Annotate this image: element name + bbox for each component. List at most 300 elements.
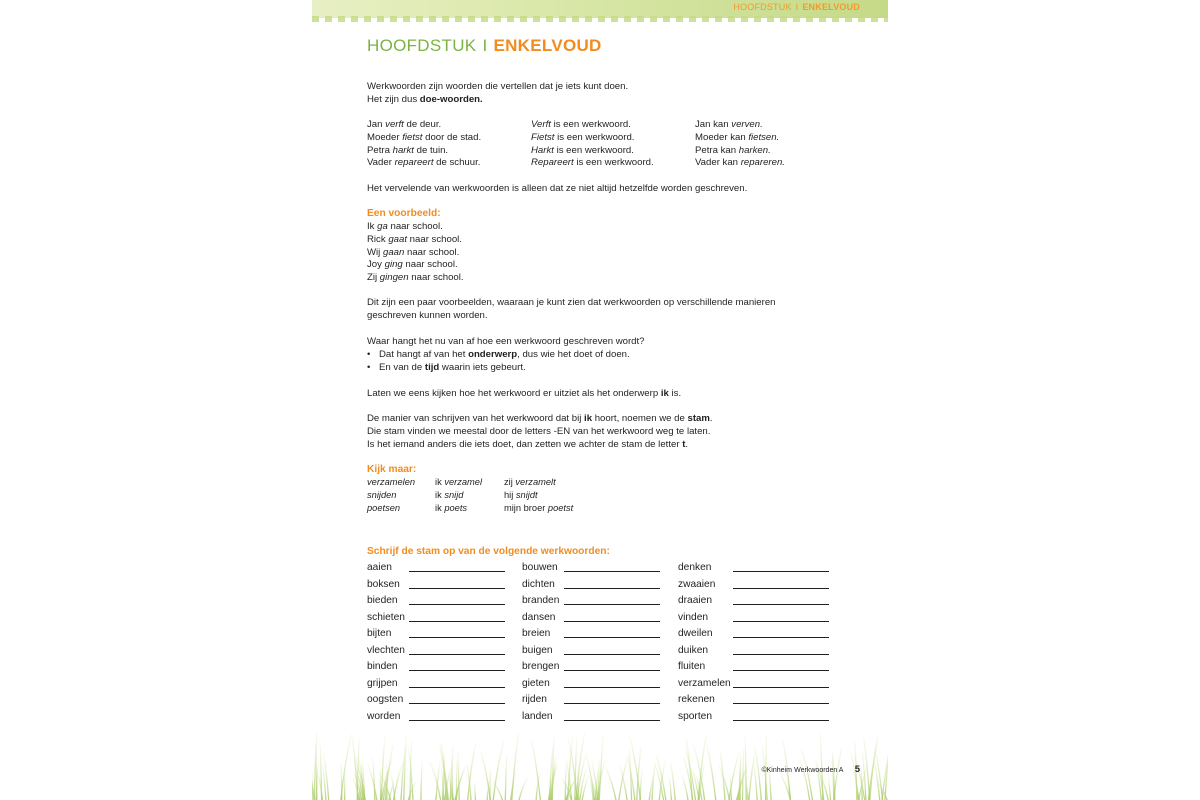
grass-blade	[312, 751, 314, 800]
example-heading: Een voorbeeld:	[367, 208, 441, 219]
example-verb: fietst	[402, 131, 423, 143]
exercise-row	[678, 660, 838, 677]
exercise-row	[522, 710, 682, 727]
answer-line[interactable]	[564, 670, 660, 671]
example-line	[531, 119, 654, 132]
look-ik-paragraph	[367, 388, 681, 401]
grass-blade	[316, 744, 317, 800]
stam-paragraph	[367, 413, 847, 451]
example-text: naar school.	[408, 272, 464, 284]
exercise-verb: landen	[522, 710, 553, 722]
example-line	[695, 145, 785, 158]
grass-blade	[628, 758, 635, 800]
grass-blade	[649, 775, 654, 800]
grass-blade	[324, 755, 329, 800]
example-text: door de stad.	[422, 131, 482, 143]
grass-blade	[595, 771, 598, 800]
grass-blade	[549, 768, 555, 800]
kijk-infinitive: snijden	[367, 489, 397, 500]
grass-blade	[870, 736, 878, 800]
exercise-column-1	[367, 561, 527, 726]
grass-blade	[357, 738, 359, 800]
exercise-row	[367, 710, 527, 727]
exercise-row	[522, 693, 682, 710]
exercise-row	[367, 611, 527, 628]
exercise-verb: branden	[522, 595, 560, 606]
grass-blade	[599, 737, 603, 800]
kijk-third-form	[504, 489, 573, 502]
exercise-verb: dichten	[522, 578, 555, 590]
example-verb: Repareert	[531, 157, 574, 169]
answer-line[interactable]	[564, 703, 660, 704]
grass-blade	[656, 755, 666, 800]
grass-blade	[692, 768, 699, 800]
kijk-third-form	[504, 502, 573, 515]
kijk-heading: Kijk maar:	[367, 464, 417, 475]
grass-blade	[746, 779, 748, 800]
exercise-row	[678, 561, 838, 578]
exercise-verb: aaien	[367, 562, 392, 573]
exercise-verb: boksen	[367, 578, 400, 590]
grass-blade	[458, 751, 460, 800]
grass-blade	[671, 764, 676, 800]
stam-line-2: Die stam vinden we meestal door de letters -EN van het werkwoord weg te laten.	[367, 425, 711, 437]
answer-line[interactable]	[564, 621, 660, 622]
example-line	[367, 145, 481, 158]
intro-paragraph	[367, 81, 628, 107]
grass-blade	[551, 757, 556, 800]
grass-blade	[385, 746, 393, 800]
grass-blade	[754, 764, 757, 800]
grass-blade	[620, 766, 628, 800]
stam-bold: t	[682, 438, 686, 450]
example-line	[531, 145, 654, 158]
exercise-verb: rekenen	[678, 694, 715, 705]
answer-line[interactable]	[409, 670, 505, 671]
grass-blade	[598, 760, 605, 800]
grass-blade	[598, 760, 599, 800]
bullet-text: waarin iets gebeurt.	[439, 361, 526, 373]
exercise-row	[522, 611, 682, 628]
example-line	[367, 119, 481, 132]
answer-line[interactable]	[564, 571, 660, 572]
example-text: Jan kan	[695, 119, 732, 130]
grass-blade	[505, 754, 507, 800]
example-text: is een werkwoord.	[553, 144, 634, 156]
example-text: is een werkwoord.	[550, 119, 631, 130]
example-verb: gingen	[379, 272, 409, 284]
grass-blade	[359, 781, 360, 800]
bullet-text: , dus wie het doet of doen.	[517, 348, 630, 360]
grass-blade	[851, 752, 859, 800]
example-text: Wij	[367, 246, 383, 258]
exercise-row	[522, 644, 682, 661]
example-verb: verft	[385, 119, 404, 130]
grass-blade	[493, 781, 503, 800]
exercise-verb: zwaaien	[678, 578, 716, 590]
grass-blade	[828, 777, 830, 800]
example-verb: repareert	[394, 157, 434, 169]
example-list	[367, 221, 464, 285]
page-title	[367, 36, 847, 56]
grass-blade	[450, 776, 454, 800]
answer-line[interactable]	[409, 621, 505, 622]
grass-blade	[490, 770, 491, 800]
exercise-row	[367, 627, 527, 644]
exercise-row	[678, 644, 838, 661]
stam-bold: stam	[687, 413, 710, 424]
answer-line[interactable]	[564, 604, 660, 605]
example-text: de tuin.	[413, 144, 449, 156]
kijk-ik-form	[435, 502, 482, 515]
stam-line-1	[367, 413, 847, 426]
stam-text: De manier van schrijven van het werkwoord dat bij	[367, 413, 585, 424]
intro-line-2-text: Het zijn dus	[367, 93, 420, 105]
example-verb: ga	[377, 221, 388, 232]
stam-text: .	[685, 438, 689, 450]
examples-explanation-line-1: Dit zijn een paar voorbeelden, waaraan je kunt zien dat werkwoorden op verschillende manieren	[367, 297, 776, 308]
example-text: Vader kan	[695, 157, 741, 169]
grass-blade	[582, 776, 588, 800]
grass-blade	[358, 756, 364, 800]
grass-blade	[430, 763, 440, 800]
example-verb: harkt	[392, 144, 414, 156]
intro-line-1: Werkwoorden zijn woorden die vertellen dat je iets kunt doen.	[367, 81, 629, 92]
answer-line[interactable]	[733, 720, 829, 721]
grass-blade	[755, 747, 762, 800]
grass-blade	[738, 765, 747, 800]
bullet-text: Dat hangt af van het	[379, 348, 469, 360]
exercise-verb: duiken	[678, 644, 709, 656]
grass-blade	[577, 756, 586, 800]
exercise-row	[367, 578, 527, 595]
grass-blade	[389, 781, 394, 800]
exercise-verb: buigen	[522, 644, 553, 656]
grass-blade	[859, 767, 867, 800]
grass-blade	[854, 756, 864, 800]
question-line: Waar hangt het nu van af hoe een werkwoord geschreven wordt?	[367, 336, 645, 347]
grass-blade	[885, 740, 888, 800]
grass-blade	[605, 766, 616, 800]
kijk-ik-form	[435, 489, 482, 502]
example-text: Rick	[367, 233, 389, 245]
exercise-verb: breien	[522, 628, 551, 639]
grass-blade	[456, 766, 465, 800]
grass-blade	[519, 778, 527, 800]
kijk-stem: snijd	[444, 489, 464, 500]
answer-line[interactable]	[564, 687, 660, 688]
answer-line[interactable]	[409, 637, 505, 638]
kijk-third-form	[504, 476, 573, 489]
example-column-sentences	[367, 119, 481, 170]
grass-blade	[637, 747, 641, 800]
grass-blade	[320, 743, 322, 800]
kijk-column-third-person	[504, 476, 573, 514]
footer-publisher: ©Kinheim	[761, 767, 792, 774]
look-ik-bold: ik	[660, 388, 669, 399]
bullet-text: En van de	[379, 361, 425, 373]
kijk-ik-form	[435, 476, 482, 489]
answer-line[interactable]	[733, 670, 829, 671]
grass-blade	[575, 738, 577, 800]
grass-blade	[586, 754, 595, 800]
exercise-verb: worden	[367, 710, 401, 722]
grass-blade	[352, 736, 358, 800]
answer-line[interactable]	[733, 588, 829, 589]
grass-blade	[699, 764, 704, 800]
answer-line[interactable]	[733, 637, 829, 638]
exercise-row	[678, 594, 838, 611]
grass-blade	[440, 745, 448, 800]
exercise-verb: bouwen	[522, 562, 558, 573]
grass-blade	[566, 778, 576, 800]
grass-blade	[353, 779, 360, 800]
grass-blade	[511, 770, 516, 800]
example-text: naar school.	[387, 221, 443, 232]
example-verb: verven.	[731, 119, 763, 130]
grass-blade	[864, 737, 870, 800]
example-verb: gaat	[388, 233, 408, 245]
grass-blade	[323, 766, 326, 800]
answer-line[interactable]	[409, 654, 505, 655]
exercise-row	[522, 660, 682, 677]
page-number: 5	[854, 764, 860, 775]
bullet-bold: onderwerp	[468, 348, 518, 360]
grass-blade	[531, 740, 540, 800]
grass-blade	[719, 766, 729, 800]
grass-blade	[404, 736, 407, 800]
grass-blade	[341, 735, 351, 800]
grass-blade	[436, 762, 440, 800]
grass-blade	[373, 758, 375, 800]
exercise-row	[522, 594, 682, 611]
grass-blade	[382, 760, 392, 800]
workbook-page	[312, 0, 888, 800]
exercise-verb: verzamelen	[678, 677, 731, 689]
grass-blade	[669, 778, 671, 800]
example-text: naar school.	[407, 233, 462, 245]
example-line	[367, 132, 481, 145]
kijk-pronoun: mijn broer	[504, 502, 548, 513]
answer-line[interactable]	[564, 588, 660, 589]
grass-blade	[861, 766, 862, 800]
exercise-row	[367, 594, 527, 611]
grass-blade	[468, 744, 476, 800]
grass-blade	[445, 767, 451, 800]
footer-series: Werkwoorden A	[794, 767, 844, 774]
grass-blade	[381, 737, 385, 800]
example-line	[367, 157, 481, 170]
example-text: Zij	[367, 272, 380, 284]
answer-line[interactable]	[564, 720, 660, 721]
grass-blade	[551, 763, 557, 800]
example-list-line	[367, 247, 464, 260]
grass-blade	[443, 754, 445, 800]
grass-blade	[749, 753, 755, 800]
example-text: Petra kan	[695, 144, 739, 156]
grass-blade	[654, 763, 663, 800]
exercise-verb: fluiten	[678, 661, 706, 672]
question-block	[367, 336, 645, 374]
grass-blade	[592, 761, 598, 800]
exercise-verb: oogsten	[367, 694, 404, 705]
answer-line[interactable]	[733, 571, 829, 572]
kijk-column-infinitive	[367, 476, 415, 514]
kijk-infinitive: poetsen	[367, 502, 401, 513]
kijk-pronoun: hij	[504, 489, 516, 500]
example-text: de schuur.	[433, 157, 481, 169]
example-text: is een werkwoord.	[573, 157, 654, 169]
grass-blade	[737, 769, 747, 800]
grass-blade	[368, 766, 377, 800]
bullet-bold: tijd	[424, 361, 440, 373]
grass-blade	[380, 769, 381, 800]
example-text: Ik	[367, 221, 378, 232]
exercise-row	[678, 611, 838, 628]
grass-blade	[318, 773, 323, 800]
exercise-row	[367, 677, 527, 694]
grass-blade	[855, 782, 859, 800]
exercise-verb: draaien	[678, 595, 712, 606]
page-content	[367, 36, 847, 722]
kijk-stem-t: snijdt	[515, 489, 538, 500]
exercise-verb: brengen	[522, 661, 560, 672]
exercise-row	[678, 710, 838, 727]
grass-blade	[441, 767, 444, 800]
grass-blade	[487, 781, 489, 800]
example-text: Moeder kan	[695, 131, 749, 143]
answer-line[interactable]	[409, 571, 505, 572]
example-list-line	[367, 221, 464, 234]
exercise-verb: vinden	[678, 611, 709, 623]
answer-line[interactable]	[733, 604, 829, 605]
example-verb: Verft	[531, 119, 551, 130]
grass-blade	[536, 773, 539, 800]
grass-blade	[383, 763, 390, 800]
grass-blade	[442, 745, 446, 800]
grass-blade	[481, 751, 491, 800]
answer-line[interactable]	[409, 588, 505, 589]
grass-blade	[592, 779, 597, 800]
exercise-row	[367, 644, 527, 661]
answer-line[interactable]	[733, 654, 829, 655]
example-text: naar school.	[404, 246, 460, 258]
example-line	[695, 157, 785, 170]
grass-blade	[512, 733, 519, 800]
bullet-time	[367, 362, 645, 375]
exercise-heading: Schrijf de stam op van de volgende werkwoorden:	[367, 546, 610, 557]
grass-blade	[421, 761, 422, 800]
grass-blade	[686, 739, 692, 800]
grass-blade	[868, 742, 878, 800]
grass-blade	[695, 774, 702, 800]
grass-blade	[409, 748, 414, 800]
exercise-verb: rijden	[522, 694, 547, 705]
example-line	[695, 119, 785, 132]
grass-blade	[550, 748, 553, 800]
kijk-stem-t: poetst	[547, 502, 574, 513]
grass-blade	[562, 778, 572, 800]
grass-blade	[652, 765, 655, 800]
example-text: de deur.	[403, 119, 442, 130]
example-verb: harken.	[738, 144, 771, 156]
question-bullets	[367, 349, 645, 375]
grass-blade	[362, 760, 365, 800]
exercise-verb: schieten	[367, 611, 405, 623]
answer-line[interactable]	[564, 637, 660, 638]
kijk-stem: verzamel	[444, 477, 483, 487]
answer-line[interactable]	[409, 687, 505, 688]
annoying-paragraph: Het vervelende van werkwoorden is alleen dat ze niet altijd hetzelfde worden geschreven.	[367, 183, 748, 194]
stam-line-3	[367, 439, 847, 452]
example-line	[531, 157, 654, 170]
answer-line[interactable]	[733, 703, 829, 704]
grass-blade	[862, 752, 866, 800]
grass-blade	[739, 759, 740, 800]
example-verb: Fietst	[531, 131, 555, 143]
exercise-row	[367, 561, 527, 578]
grass-blade	[354, 772, 362, 800]
grass-blade	[730, 777, 731, 800]
grass-blade	[355, 757, 365, 800]
answer-line[interactable]	[409, 604, 505, 605]
intro-line-2-bold: doe-woorden.	[419, 93, 483, 105]
answer-line[interactable]	[564, 654, 660, 655]
answer-line[interactable]	[409, 703, 505, 704]
kijk-pronoun: ik	[435, 502, 445, 513]
grass-blade	[566, 778, 577, 800]
grass-blade	[354, 764, 363, 800]
grass-blade	[552, 737, 554, 800]
exercise-row	[522, 561, 682, 578]
exercise-row	[522, 677, 682, 694]
grass-blade	[576, 734, 585, 800]
grass-blade	[568, 738, 573, 800]
example-verb: gaan	[382, 246, 405, 258]
running-head-separator: I	[795, 2, 799, 12]
exercise-row	[678, 677, 838, 694]
grass-blade	[698, 734, 706, 800]
title-separator: I	[482, 36, 488, 55]
exercise-verb: grijpen	[367, 677, 398, 689]
example-list-line	[367, 234, 464, 247]
stam-text: hoort, noemen we de	[592, 413, 688, 424]
grass-blade	[640, 771, 642, 800]
example-line	[695, 132, 785, 145]
exercise-row	[522, 578, 682, 595]
running-head	[733, 2, 860, 12]
grass-blade	[630, 736, 641, 800]
grass-blade	[316, 764, 318, 800]
grass-blade	[410, 742, 412, 800]
example-column-infinitives	[695, 119, 785, 170]
answer-line[interactable]	[409, 720, 505, 721]
example-list-line	[367, 259, 464, 272]
kijk-pronoun: ik	[435, 489, 445, 500]
grass-blade	[833, 752, 835, 800]
example-list-line	[367, 272, 464, 285]
exercise-verb: vlechten	[367, 644, 405, 656]
grass-blade	[565, 763, 566, 800]
grass-blade	[474, 782, 475, 800]
example-text: naar school.	[402, 259, 458, 271]
exercise-row	[678, 693, 838, 710]
examples-explanation-line-2: geschreven kunnen worden.	[367, 309, 488, 321]
answer-line[interactable]	[733, 687, 829, 688]
grass-blade	[361, 767, 362, 800]
answer-line[interactable]	[733, 621, 829, 622]
running-head-topic: ENKELVOUD	[802, 2, 860, 12]
